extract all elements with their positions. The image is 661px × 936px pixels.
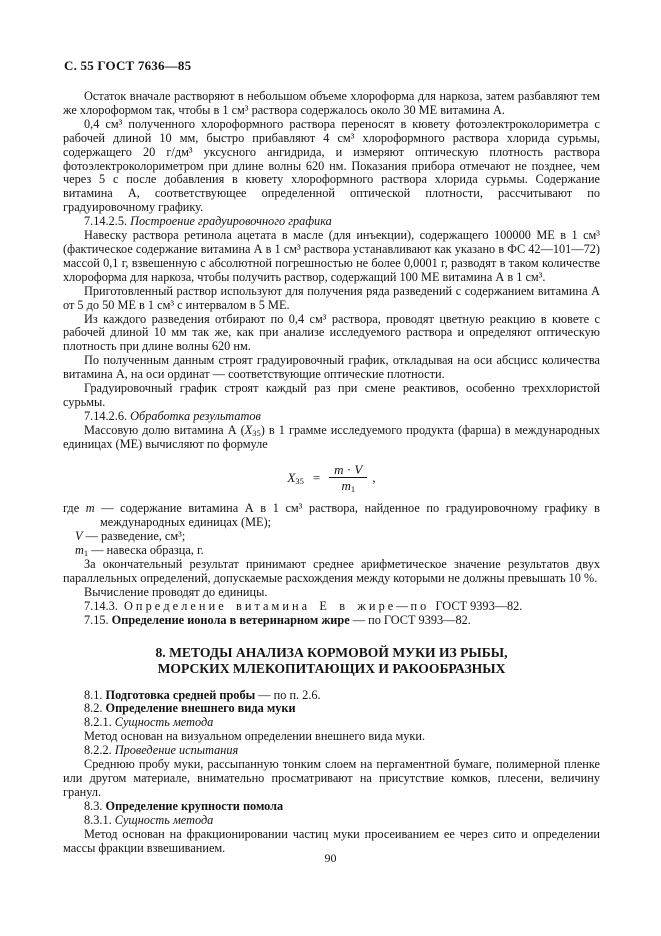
paragraph: 8.2.2. Проведение испытания [84, 743, 239, 758]
paragraph: 8.3.1. Сущность метода [84, 812, 214, 827]
formula-lhs: $X_{35}$ [287, 470, 304, 487]
fraction-denominator: $m_1$ [341, 478, 356, 495]
paragraph: Из каждого разведения отбирают по 0,4 см³ раствора, проводят цветную реакцию в кювете с рабочей длиной 10 мм так же, как при анализе исследуемого раствора и определяют оптическую плотность при длине волны 620 нм. [63, 311, 600, 354]
section-heading [63, 645, 600, 678]
formula [63, 463, 600, 494]
page-number: 90 [324, 851, 337, 865]
formula-symbol-definition: где m — содержание витамина А в 1 см³ раствора, найденное по градуировочному графику в международных единицах (МЕ); [63, 501, 600, 530]
fraction-numerator: m · V [329, 463, 367, 479]
paragraph: Среднюю пробу муки, рассыпанную тонким слоем на пергаментной бумаге, полимерной пленке или другом материале, внимательно просматривают на присутствие комков, плесени, величину гранул. [63, 757, 600, 799]
paragraph: Остаток вначале растворяют в небольшом объеме хлороформа для наркоза, затем разбавляют тем же хлороформом так, чтобы в 1 см³ раствора содержалось около 30 МЕ витамина А. [63, 89, 600, 117]
formula-comma: , [372, 470, 376, 486]
paragraph: 7.14.3. О п р е д е л е н и е в и т а м и н а Е в ж и р е — п о ГОСТ 9393—82. [84, 598, 523, 613]
formula-symbol-definition: $m_1$ — навеска образца, г. [75, 543, 204, 559]
paragraph: По полученным данным строят градуировочный график, откладывая на оси абсцисс количества витамина А, на оси ординат — соответствующие оптические плотности. [63, 353, 600, 382]
paragraph: 8.2. Определение внешнего вида муки [84, 701, 296, 716]
equals-sign: = [312, 470, 321, 486]
paragraph: Массовую долю витамина А $(X_{35})$ в 1 грамме исследуемого продукта (фарша) в международных единицах (МЕ) вычисляют по формуле [63, 422, 600, 451]
paragraph: Метод основан на визуальном определении внешнего вида муки. [84, 729, 426, 744]
fraction [329, 463, 367, 494]
section-heading-line: 8. МЕТОДЫ АНАЛИЗА КОРМОВОЙ МУКИ ИЗ РЫБЫ, [155, 644, 508, 660]
paragraph: Вычисление проводят до единицы. [84, 584, 268, 599]
paragraph: 7.14.2.5. Построение градуировочного графика [84, 214, 332, 229]
formula-symbol-definition: V — разведение, см³; [75, 529, 186, 544]
page-header: С. 55 ГОСТ 7636—85 [64, 58, 192, 73]
paragraph: Навеску раствора ретинола ацетата в масле (для инъекции), содержащего 100000 МЕ в 1 см³ (фактическое содержание витамина А в 1 см³ раствора устанавливают как указано в ФС 42—101—72) массой 0,1 г, взвешенную с абсолютной погрешностью не более 0,0001 г, разводят в таком количестве хлороформа для наркоза, чтобы получить раствор, содержащий 100 МЕ витамина А в 1 см³. [63, 228, 600, 284]
paragraph: 7.14.2.6. Обработка результатов [84, 408, 261, 423]
paragraph: 0,4 см³ полученного хлороформного раствора переносят в кювету фотоэлектроколориметра с рабочей длиной 10 мм, быстро прибавляют 4 см³ хлороформного раствора хлорида сурьмы, содержащего 20 г/дм³ уксусного ангидрида, и измеряют оптическую плотность раствора фотоэлектроколориметром при длине волны 620 нм. Показания прибора отмечают не позднее, чем через 5 с после добавления в кювету хлороформного раствора хлорида сурьмы. Содержание витамина А, соответствующее определенной оптической плотности, рассчитывают по градуировочному графику. [63, 116, 600, 215]
section-heading-line: МОРСКИХ МЛЕКОПИТАЮЩИХ И РАКООБРАЗНЫХ [157, 661, 506, 677]
paragraph: Градуировочный график строят каждый раз при смене реактивов, особенно треххлористой сурьмы. [63, 381, 600, 409]
paragraph: 7.15. Определение ионола в ветеринарном жире — по ГОСТ 9393—82. [84, 612, 471, 627]
paragraph: За окончательный результат принимают среднее арифметическое значение результатов двух параллельных определений, допускаемые расхождения между которыми не должны превышать 10 %. [63, 557, 600, 585]
paragraph: 8.2.1. Сущность метода [84, 715, 214, 730]
paragraph: Метод основан на фракционировании частиц муки просеиванием ее через сито и определении массы фракции взвешиванием. [63, 826, 600, 855]
paragraph: 8.1. Подготовка средней пробы — по п. 2.6. [84, 687, 321, 702]
paragraph: 8.3. Определение крупности помола [84, 798, 284, 813]
document-body [63, 90, 600, 855]
paragraph: Приготовленный раствор используют для получения ряда разведений с содержанием витамина А от 5 до 50 МЕ в 1 см³ с интервалом в 5 МЕ. [63, 283, 600, 312]
